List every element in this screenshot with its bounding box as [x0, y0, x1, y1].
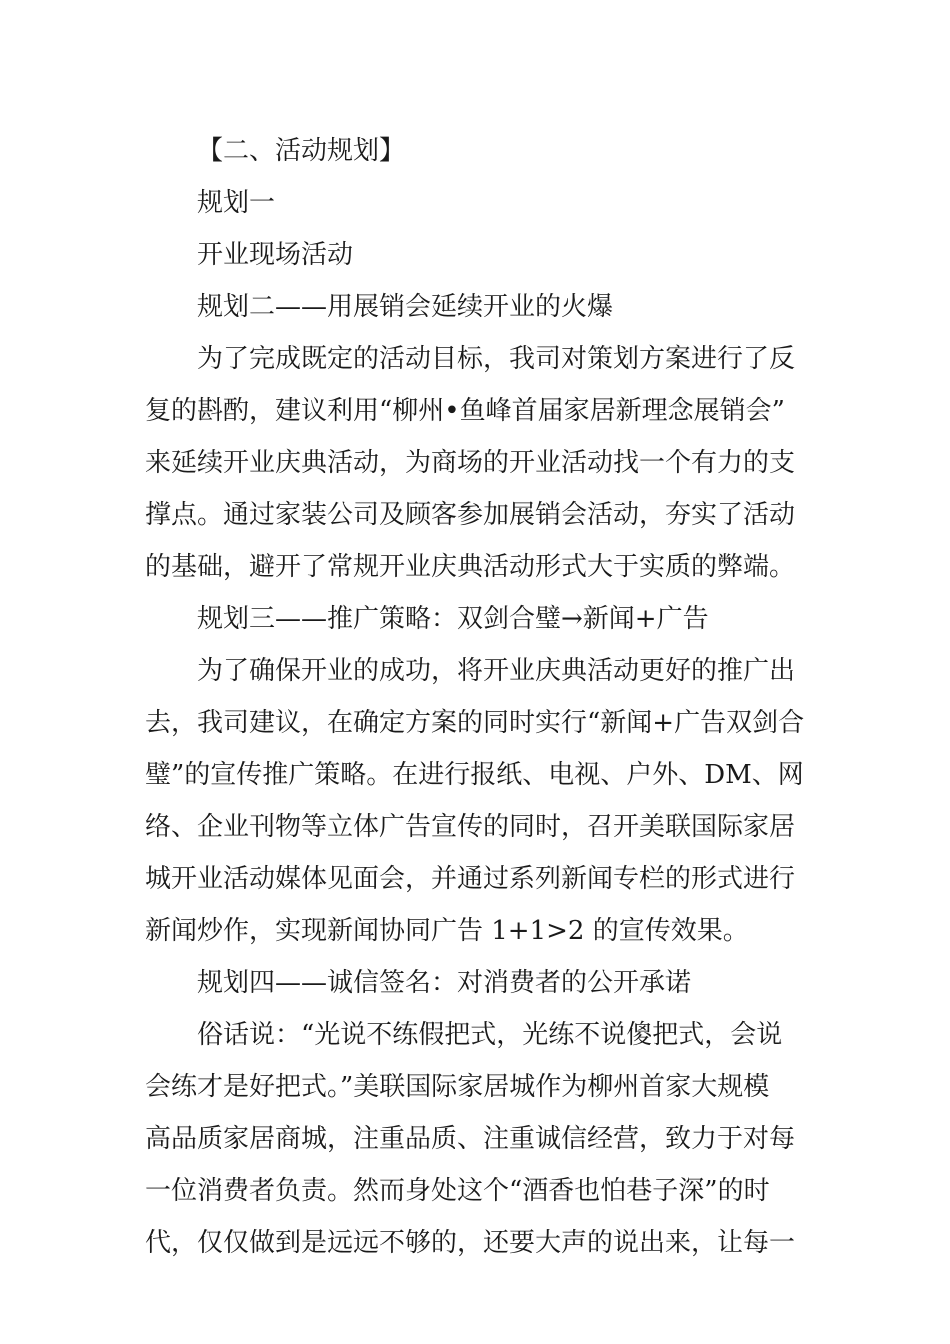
plan4-body-line: 俗话说：“光说不练假把式，光练不说傻把式，会说: [197, 1020, 783, 1050]
plan3-title: 规划三——推广策略：双剑合璧→新闻+广告: [197, 604, 709, 634]
plan3-body-line: 城开业活动媒体见面会，并通过系列新闻专栏的形式进行: [145, 864, 796, 894]
plan2-body-line: 复的斟酌，建议利用“柳州•鱼峰首届家居新理念展销会”: [145, 396, 785, 426]
document-body: [145, 125, 805, 1269]
plan2-title: 规划二——用展销会延续开业的火爆: [197, 292, 614, 322]
plan4-body-line: 代，仅仅做到是远远不够的，还要大声的说出来，让每一: [145, 1228, 796, 1258]
plan2-body-line: 为了完成既定的活动目标，我司对策划方案进行了反: [197, 344, 796, 374]
plan2-body-line: 的基础，避开了常规开业庆典活动形式大于实质的弊端。: [145, 552, 796, 582]
plan3-body-line: 去，我司建议，在确定方案的同时实行“新闻+广告双剑合: [145, 708, 805, 738]
plan4-title: 规划四——诚信签名：对消费者的公开承诺: [197, 968, 692, 998]
plan1-title: 规划一: [197, 188, 276, 218]
plan3-body-line: 新闻炒作，实现新闻协同广告 1+1>2 的宣传效果。: [145, 916, 749, 946]
plan4-body-line: 一位消费者负责。然而身处这个“酒香也怕巷子深”的时: [145, 1176, 770, 1206]
section-heading: 【二、活动规划】: [197, 136, 406, 166]
plan3-body-line: 璧”的宣传推广策略。在进行报纸、电视、户外、DM、网: [145, 760, 804, 790]
plan3-body-line: 为了确保开业的成功，将开业庆典活动更好的推广出: [197, 656, 796, 686]
plan2-body-line: 来延续开业庆典活动，为商场的开业活动找一个有力的支: [145, 448, 796, 478]
plan3-body-line: 络、企业刊物等立体广告宣传的同时，召开美联国际家居: [145, 812, 796, 842]
plan2-body-line: 撑点。通过家装公司及顾客参加展销会活动，夯实了活动: [145, 500, 796, 530]
plan4-body-line: 高品质家居商城，注重品质、注重诚信经营，致力于对每: [145, 1124, 796, 1154]
plan4-body-line: 会练才是好把式。”美联国际家居城作为柳州首家大规模: [145, 1072, 770, 1102]
plan1-subtitle: 开业现场活动: [197, 240, 354, 270]
